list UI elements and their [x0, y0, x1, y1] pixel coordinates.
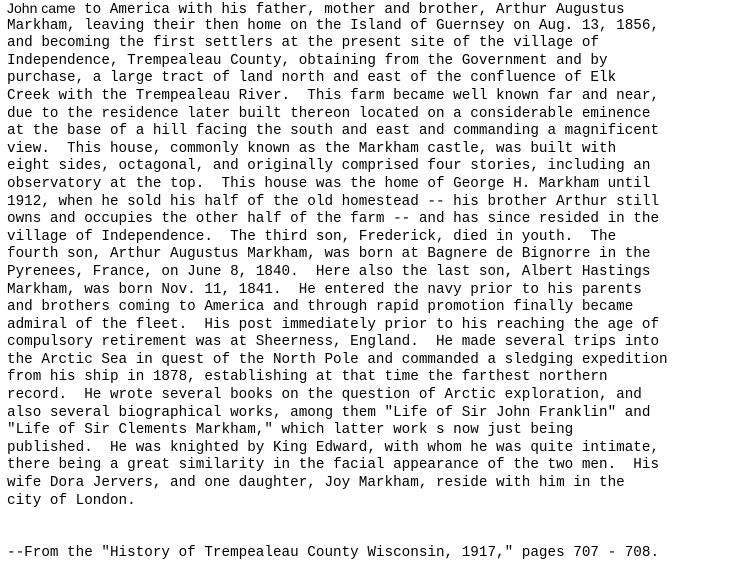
text-line: Creek with the Trempealeau River. This farm became well known far and near,: [7, 87, 660, 104]
text-line: eight sides, octagonal, and originally comprised four stories, including an: [7, 158, 651, 175]
text-line: purchase, a large tract of land north and east of the confluence of Elk: [7, 70, 617, 87]
text-line: John came to America with his father, mother and brother, Arthur Augustus: [7, 0, 625, 18]
text-line: due to the residence later built thereon located on a considerable eminence: [7, 105, 651, 122]
text-line: Pyrenees, France, on June 8, 1840. Here also the last son, Albert Hastings: [7, 263, 651, 280]
text-line: compulsory retirement was at Sheerness, England. He made several trips into: [7, 334, 660, 351]
text-line: also several biographical works, among them "Life of Sir John Franklin" and: [7, 404, 651, 421]
text-line: owns and occupies the other half of the farm -- and has since resided in the: [7, 211, 660, 228]
document-body: [7, 0, 735, 563]
text-line: "Life of Sir Clements Markham," which latter work s now just being: [7, 422, 574, 439]
text-line: Markham, leaving their then home on the Island of Guernsey on Aug. 13, 1856,: [7, 17, 660, 34]
text-line: Independence, Trempealeau County, obtaining from the Government and by: [7, 52, 608, 69]
text-line: wife Dora Jervers, and one daughter, Joy Markham, reside with him in the: [7, 475, 625, 492]
text-line: record. He wrote several books on the question of Arctic exploration, and: [7, 387, 642, 404]
text-line: observatory at the top. This house was the home of George H. Markham until: [7, 175, 651, 192]
text-line: fourth son, Arthur Augustus Markham, was born at Bagnere de Bignorre in the: [7, 246, 651, 263]
source-citation: --From the "History of Trempealeau County Wisconsin, 1917," pages 707 - 708.: [7, 545, 660, 562]
text-line: view. This house, commonly known as the Markham castle, was built with: [7, 140, 617, 157]
text-line: village of Independence. The third son, Frederick, died in youth. The: [7, 228, 617, 245]
text-line: 1912, when he sold his half of the old homestead -- his brother Arthur still: [7, 193, 660, 210]
text-line: and brothers coming to America and through rapid promotion finally became: [7, 299, 634, 316]
text-line: the Arctic Sea in quest of the North Pole and commanded a sledging expedition: [7, 351, 668, 368]
text-line: and becoming the first settlers at the present site of the village of: [7, 35, 599, 52]
text-line: city of London.: [7, 492, 136, 509]
text-line: published. He was knighted by King Edward, with whom he was quite intimate,: [7, 439, 660, 456]
text-line: Markham, was born Nov. 11, 1841. He entered the navy prior to his parents: [7, 281, 642, 298]
lead-words: John came: [7, 0, 76, 16]
text-line: there being a great similarity in the facial appearance of the two men. His: [7, 457, 660, 474]
text-line: admiral of the fleet. His post immediately prior to his reaching the age of: [7, 316, 660, 333]
paragraph-spacer: [7, 510, 735, 545]
text-line: from his ship in 1878, establishing at that time the farthest northern: [7, 369, 608, 386]
text-line: at the base of a hill facing the south and east and commanding a magnificent: [7, 123, 660, 140]
